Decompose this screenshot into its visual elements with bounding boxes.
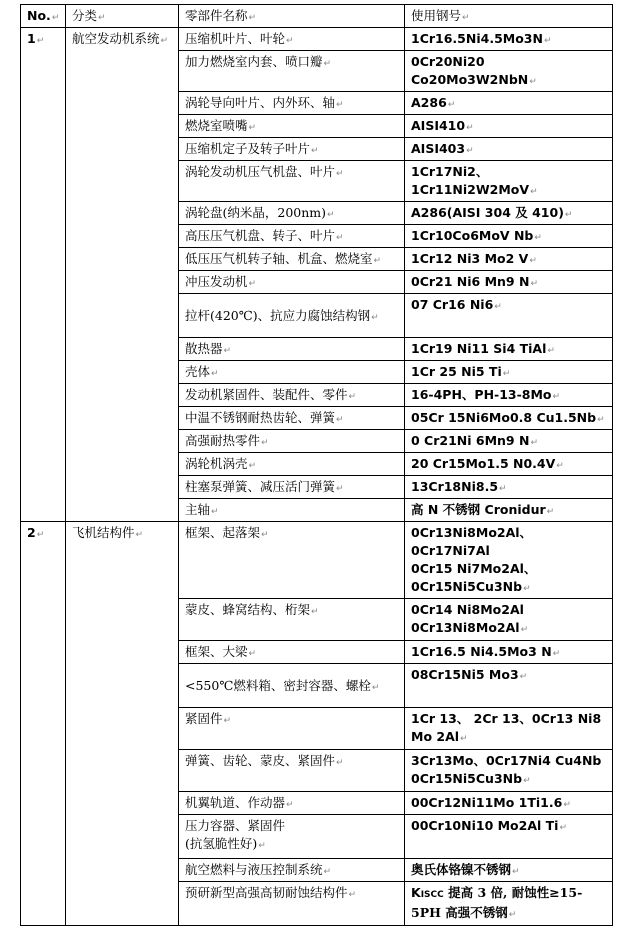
steel-grade: 05Cr 15Ni6Mo0.8 Cu1.5Nb↵ <box>405 407 613 430</box>
part-name: 弹簧、齿轮、蒙皮、紧固件↵ <box>179 750 405 792</box>
document <box>20 4 612 926</box>
steel-grade: 1Cr17Ni2、1Cr11Ni2W2MoV↵ <box>405 161 613 202</box>
steel-grade <box>405 882 613 926</box>
part-name: 涡轮机涡壳↵ <box>179 453 405 476</box>
part-name: 涡轮发动机压气机盘、叶片↵ <box>179 161 405 202</box>
steel-grade: 1Cr16.5Ni4.5Mo3N↵ <box>405 28 613 51</box>
part-line: (抗氢脆性好)↵ <box>185 836 266 851</box>
steel-grade: 0Cr21 Ni6 Mn9 N↵ <box>405 271 613 294</box>
part-name: 拉杆(420℃)、抗应力腐蚀结构钢↵ <box>179 294 405 338</box>
group-no: 1↵ <box>21 28 66 522</box>
table-row <box>21 522 613 599</box>
steel-grade: A286↵ <box>405 92 613 115</box>
header-no: No.↵ <box>21 5 66 28</box>
steel-grade: A286(AISI 304 及 410)↵ <box>405 202 613 225</box>
group-category: 航空发动机系统↵ <box>66 28 179 522</box>
steel-line: Mo 2Al↵ <box>411 729 468 744</box>
steel-grade <box>405 599 613 641</box>
part-name: 框架、起落架↵ <box>179 522 405 599</box>
part-name: 框架、大梁↵ <box>179 641 405 664</box>
steel-grade: 1Cr 25 Ni5 Ti↵ <box>405 361 613 384</box>
header-row <box>21 5 613 28</box>
part-name: 主轴↵ <box>179 499 405 522</box>
part-name: 涡轮盘(纳米晶，200nm)↵ <box>179 202 405 225</box>
group-no: 2↵ <box>21 522 66 926</box>
part-name: 蒙皮、蜂窝结构、桁架↵ <box>179 599 405 641</box>
steel-grade: 1Cr16.5 Ni4.5Mo3 N↵ <box>405 641 613 664</box>
steel-grade: 奥氏体铬镍不锈钢↵ <box>405 859 613 882</box>
part-name: 高强耐热零件↵ <box>179 430 405 453</box>
part-name: 中温不锈钢耐热齿轮、弹簧↵ <box>179 407 405 430</box>
steel-line: 0Cr13Ni8Mo2Al↵ <box>411 620 529 635</box>
steel-grade: 07 Cr16 Ni6↵ <box>405 294 613 338</box>
part-name: 压缩机叶片、叶轮↵ <box>179 28 405 51</box>
steel-line: KISCC 提高 3 倍, 耐蚀性≥15- <box>411 885 583 900</box>
header-part: 零部件名称↵ <box>179 5 405 28</box>
part-name: 紧固件↵ <box>179 708 405 750</box>
part-line: 压力容器、紧固件 <box>185 818 286 833</box>
part-name: 发动机紧固件、装配件、零件↵ <box>179 384 405 407</box>
part-name: 散热器↵ <box>179 338 405 361</box>
part-name: 柱塞泵弹簧、减压活门弹簧↵ <box>179 476 405 499</box>
table-row <box>21 28 613 51</box>
part-name: 低压压气机转子轴、机盒、燃烧室↵ <box>179 248 405 271</box>
steel-line: 3Cr13Mo、0Cr17Ni4 Cu4Nb <box>411 753 602 768</box>
steel-line: 0Cr13Ni8Mo2Al、0Cr17Ni7Al <box>411 525 533 558</box>
steel-grade <box>405 522 613 599</box>
steel-line: 0Cr15Ni5Cu3Nb↵ <box>411 771 531 786</box>
steel-line: 5PH 高强不锈钢↵ <box>411 905 517 920</box>
steel-line: 1Cr 13、 2Cr 13、0Cr13 Ni8 <box>411 711 602 726</box>
steel-grade <box>405 750 613 792</box>
steel-grade: 16-4PH、PH-13-8Mo↵ <box>405 384 613 407</box>
steel-line: 0Cr15 Ni7Mo2Al、 <box>411 561 537 576</box>
steel-grade: 08Cr15Ni5 Mo3↵ <box>405 664 613 708</box>
steel-grade: AISI410↵ <box>405 115 613 138</box>
part-name: 涡轮导向叶片、内外环、轴↵ <box>179 92 405 115</box>
part-name: 航空燃料与液压控制系统↵ <box>179 859 405 882</box>
part-name: 机翼轨道、作动器↵ <box>179 792 405 815</box>
part-name: 高压压气机盘、转子、叶片↵ <box>179 225 405 248</box>
header-category: 分类↵ <box>66 5 179 28</box>
steel-grade: 0 Cr21Ni 6Mn9 N↵ <box>405 430 613 453</box>
part-name: 燃烧室喷嘴↵ <box>179 115 405 138</box>
steel-grade: 0Cr20Ni20 Co20Mo3W2NbN↵ <box>405 51 613 92</box>
part-name: 压缩机定子及转子叶片↵ <box>179 138 405 161</box>
steel-grade: 高 N 不锈钢 Cronidur↵ <box>405 499 613 522</box>
steel-grade <box>405 708 613 750</box>
part-name: 预研新型高强高韧耐蚀结构件↵ <box>179 882 405 926</box>
part-name: 加力燃烧室内套、喷口瓣↵ <box>179 51 405 92</box>
steel-grade: AISI403↵ <box>405 138 613 161</box>
header-steel: 使用钢号↵ <box>405 5 613 28</box>
steel-grade: 1Cr10Co6MoV Nb↵ <box>405 225 613 248</box>
steel-grade: 00Cr12Ni11Mo 1Ti1.6↵ <box>405 792 613 815</box>
steel-line: 0Cr15Ni5Cu3Nb↵ <box>411 579 531 594</box>
steel-grade: 20 Cr15Mo1.5 N0.4V↵ <box>405 453 613 476</box>
steel-grade: 1Cr19 Ni11 Si4 TiAl↵ <box>405 338 613 361</box>
steel-line: 0Cr14 Ni8Mo2Al <box>411 602 524 617</box>
steel-grade: 13Cr18Ni8.5↵ <box>405 476 613 499</box>
part-name: <550℃燃料箱、密封容器、螺栓↵ <box>179 664 405 708</box>
part-name <box>179 815 405 859</box>
steel-grade: 00Cr10Ni10 Mo2Al Ti↵ <box>405 815 613 859</box>
part-name: 冲压发动机↵ <box>179 271 405 294</box>
steel-usage-table <box>20 4 613 926</box>
part-name: 壳体↵ <box>179 361 405 384</box>
steel-grade: 1Cr12 Ni3 Mo2 V↵ <box>405 248 613 271</box>
group-category: 飞机结构件↵ <box>66 522 179 926</box>
